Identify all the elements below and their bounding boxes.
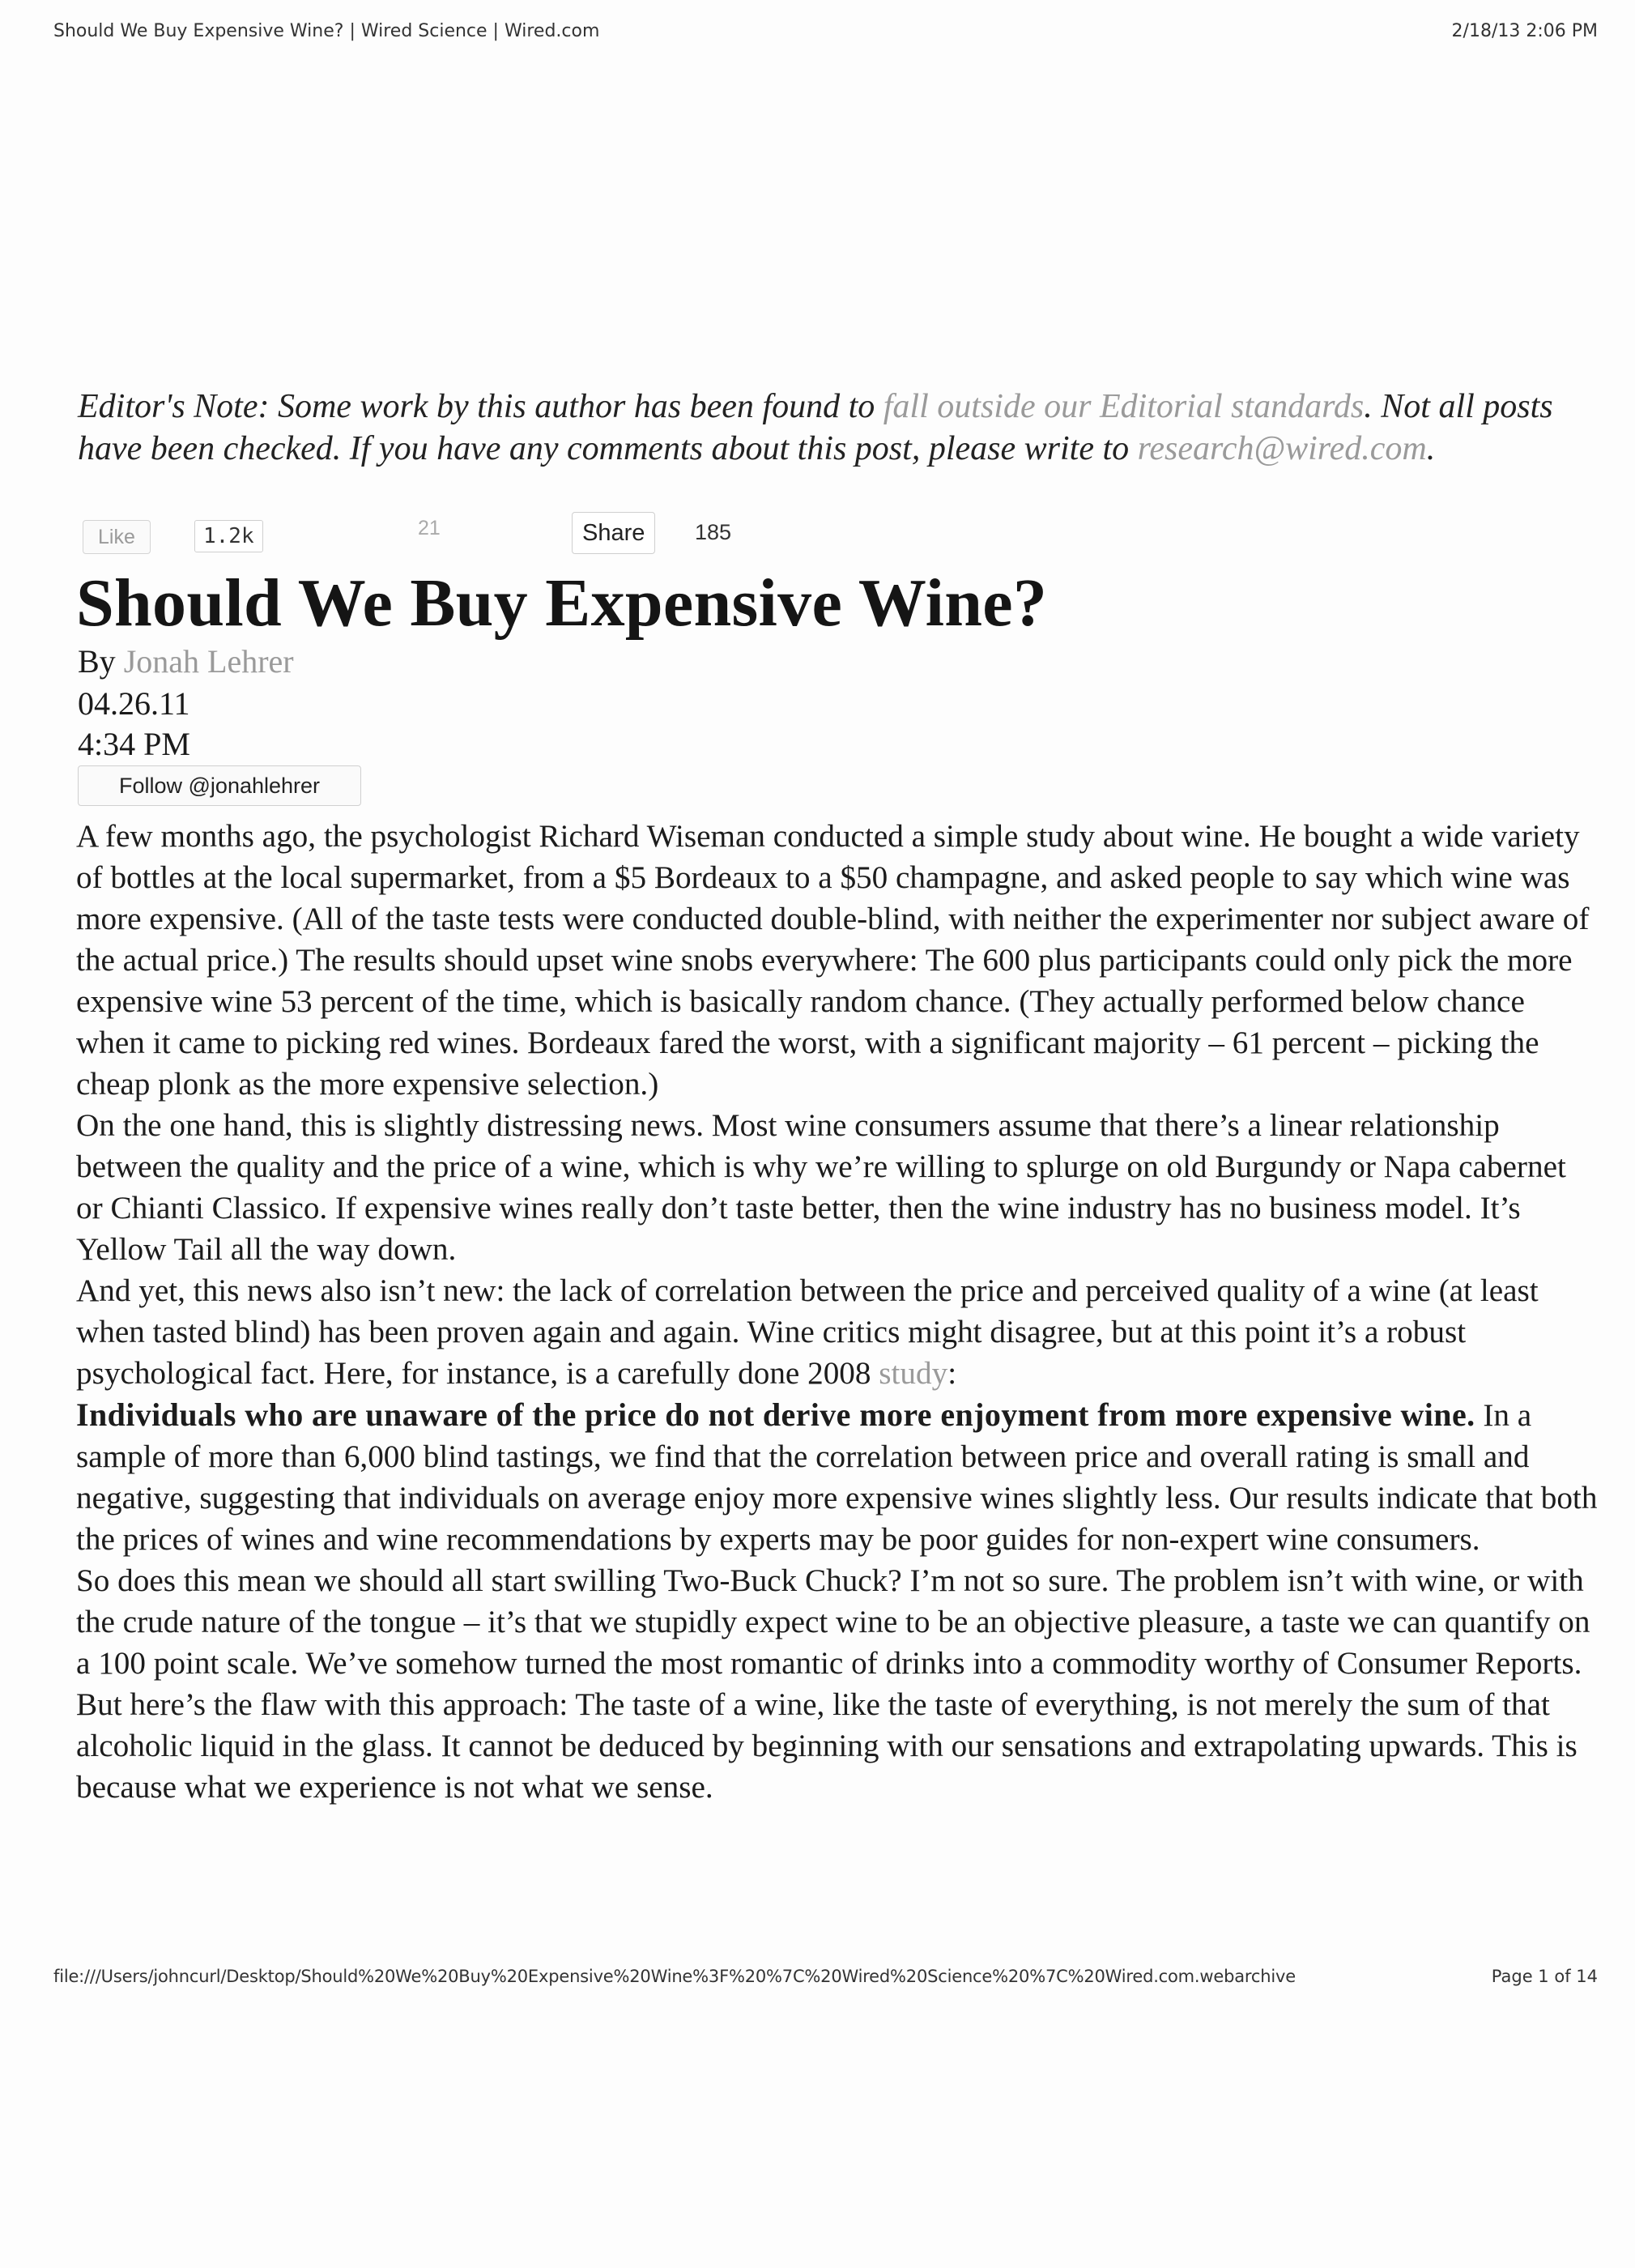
like-count: 1.2k xyxy=(194,520,263,552)
share-bar xyxy=(78,512,807,557)
editorial-standards-link[interactable]: fall outside our Editorial standards xyxy=(883,388,1365,425)
publish-time: 4:34 PM xyxy=(78,726,190,762)
print-page-indicator: Page 1 of 14 xyxy=(1491,1967,1598,1986)
article-body xyxy=(76,816,1599,1808)
publish-date: 04.26.11 xyxy=(78,685,190,722)
editors-note-middle: . Not all posts have been checked. If you have any comments about this post, please write to xyxy=(78,388,1553,467)
byline xyxy=(78,642,294,681)
follow-button[interactable]: Follow @jonahlehrer xyxy=(78,765,361,806)
paragraph-3-colon: : xyxy=(947,1356,957,1391)
study-quote-text: In a sample of more than 6,000 blind tastings, we find that the correlation between price and overall rating is small and negative, suggesting that individuals on average enjoy more expensive wines slightly less. Our results indicate that both the prices of wines and wine recommendations by experts may be poor guides for non-expert wine consumers. xyxy=(76,1398,1598,1557)
tweet-count: 21 xyxy=(418,517,441,539)
byline-label: By xyxy=(78,643,124,680)
editors-note-suffix: . xyxy=(1426,430,1436,467)
paragraph-3-text: And yet, this news also isn’t new: the lack of correlation between the price and perceived quality of a wine (at least when tasted blind) has been proven again and again. Wine critics might disagree, but at this point it’s a robust psychological fact. Here, for instance, is a carefully done 2008 xyxy=(76,1273,1539,1391)
share-count: 185 xyxy=(695,520,732,544)
paragraph-5: But here’s the flaw with this approach: The taste of a wine, like the taste of everything, is not merely the sum of that alcoholic liquid in the glass. It cannot be deduced by beginning with our sensations and extrapolating upwards. This is because what we experience is not what we sense. xyxy=(76,1687,1578,1805)
editors-note-prefix: Editor's Note: Some work by this author has been found to xyxy=(78,388,883,425)
paragraph-1: A few months ago, the psychologist Richard Wiseman conducted a simple study about wine. He bought a wide variety of bottles at the local supermarket, from a $5 Bordeaux to a $50 champagne, and asked people to say which wine was more expensive. (All of the taste tests were conducted double-blind, with neither the experimenter nor subject aware of the actual price.) The results should upset wine snobs everywhere: The 600 plus participants could only pick the more expensive wine 53 percent of the time, which is basically random chance. (They actually performed below chance when it came to picking red wines. Bordeaux fared the worst, with a significant majority – 61 percent – picking the cheap plonk as the more expensive selection.) xyxy=(76,819,1590,1102)
article-title: Should We Buy Expensive Wine? xyxy=(76,565,1048,641)
print-file-path: file:///Users/johncurl/Desktop/Should%20We%20Buy%20Expensive%20Wine%3F%20%7C%20Wired%20Science%20%7C%20Wired.com.webarchive xyxy=(53,1967,1296,1986)
study-link[interactable]: study xyxy=(879,1356,948,1391)
print-datetime: 2/18/13 2:06 PM xyxy=(1451,21,1598,41)
like-button[interactable]: Like xyxy=(83,520,151,554)
paragraph-4: So does this mean we should all start swilling Two-Buck Chuck? I’m not so sure. The problem isn’t with wine, or with the crude nature of the tongue – it’s that we stupidly expect wine to be an objective pleasure, a taste we can quantify on a 100 point scale. We’ve somehow turned the most romantic of drinks into a commodity worthy of Consumer Reports. xyxy=(76,1563,1590,1681)
editors-note xyxy=(78,386,1600,470)
paragraph-2: On the one hand, this is slightly distressing news. Most wine consumers assume that there’s a linear relationship between the quality and the price of a wine, which is why we’re willing to splurge on old Burgundy or Napa cabernet or Chianti Classico. If expensive wines really don’t taste better, then the wine industry has no business model. It’s Yellow Tail all the way down. xyxy=(76,1108,1566,1267)
print-header xyxy=(53,21,1598,41)
share-button[interactable]: Share xyxy=(572,512,655,554)
study-quote-bold: Individuals who are unaware of the price do not derive more enjoyment from more expensive wine. xyxy=(76,1396,1475,1433)
research-email-link[interactable]: research@wired.com xyxy=(1137,430,1427,467)
study-quote xyxy=(76,1394,1599,1560)
author-link[interactable]: Jonah Lehrer xyxy=(123,643,294,680)
print-footer xyxy=(53,1967,1598,1986)
paragraph-3 xyxy=(76,1270,1599,1394)
print-page-title: Should We Buy Expensive Wine? | Wired Science | Wired.com xyxy=(53,21,600,41)
